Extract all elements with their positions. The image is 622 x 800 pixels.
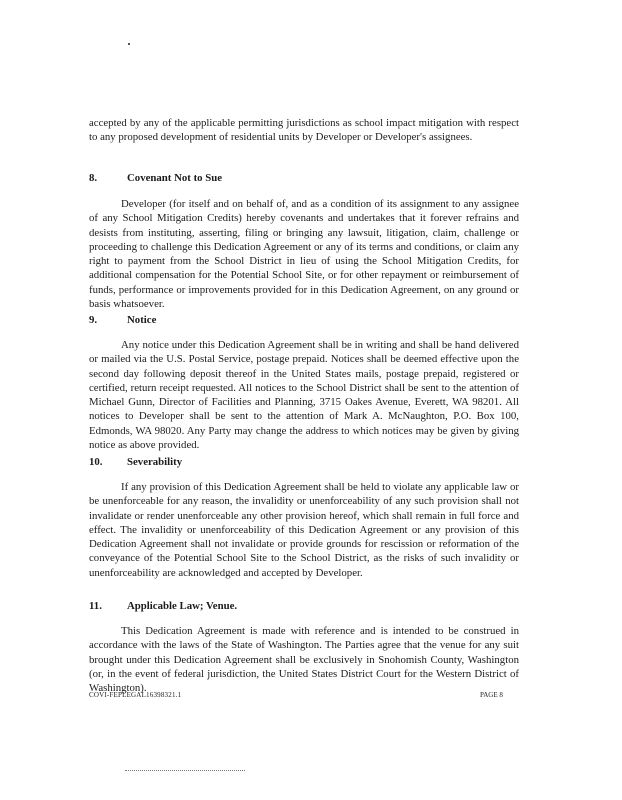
section-8-heading [89, 172, 222, 184]
section-10-body: If any provision of this Dedication Agreement shall be held to violate any applicable law or be unenforceable for any reason, the invalidity or unenforceability of any such provision shall not invalidate or render unenforceable any other provision hereof, which shall remain in full force and effect. The invalidity or unenforceability of this Dedication Agreement or any provision of this Dedication Agreement shall not invalidate or provide grounds for rescission or reformation of the conveyance of the Potential School Site to the School District, as the risks of such invalidity or unenforceability are acknowledged and accepted by Developer. [89, 481, 519, 579]
section-title: Covenant Not to Sue [127, 172, 223, 184]
section-number: 11. [89, 600, 102, 612]
section-9-heading [89, 314, 156, 326]
footer-page-number: PAGE 8 [480, 691, 503, 699]
scan-speck [128, 43, 130, 45]
scan-bottom-mark [125, 770, 245, 771]
section-number: 8. [89, 172, 98, 184]
section-title: Severability [127, 456, 183, 468]
section-9-body: Any notice under this Dedication Agreement shall be in writing and shall be hand delivered or mailed via the U.S. Postal Service, postage prepaid. Notices shall be deemed effective upon the second day following deposit thereof in the United States mails, postage prepaid, registered or certified, return receipt requested. All notices to the School District shall be sent to the attention of Michael Gunn, Director of Facilities and Planning, 3715 Oakes Avenue, Everett, WA 98201. All notices to Developer shall be sent to the attention of Mark A. McNaughton, P.O. Box 100, Edmonds, WA 98020. Any Party may change the address to which notices may be given by giving notice as above provided. [89, 339, 519, 452]
section-number: 9. [89, 314, 98, 326]
section-11-heading [89, 600, 237, 612]
footer-doc-id: COVI-FEPLEGAL16398321.1 [89, 691, 182, 699]
section-10-heading [89, 456, 182, 468]
intro-paragraph: accepted by any of the applicable permitting jurisdictions as school impact mitigation with respect to any proposed development of residential units by Developer or Developer's assignees. [89, 117, 519, 144]
section-8-body: Developer (for itself and on behalf of, and as a condition of its assignment to any assignee of any School Mitigation Credits) hereby covenants and undertakes that it forever refrains and desists from instituting, asserting, filing or bringing any lawsuit, litigation, claim, challenge or proceeding to challenge this Dedication Agreement or any of its terms and conditions, or claim any right to payment from the School District in lieu of using the School Mitigation Credits, for additional compensation for the Potential School Site, or for other repayment or reimbursement of funds, performance or improvements provided for in this Dedication Agreement, on any ground or basis whatsoever. [89, 198, 519, 311]
section-number: 10. [89, 456, 103, 468]
section-11-body: This Dedication Agreement is made with reference and is intended to be construed in accordance with the laws of the State of Washington. The Parties agree that the venue for any suit brought under this Dedication Agreement shall be exclusively in Snohomish County, Washington (or, in the event of federal jurisdiction, the United States District Court for the Western District of Washington). [89, 625, 519, 695]
section-title: Notice [127, 314, 157, 326]
section-title: Applicable Law; Venue. [127, 600, 238, 612]
